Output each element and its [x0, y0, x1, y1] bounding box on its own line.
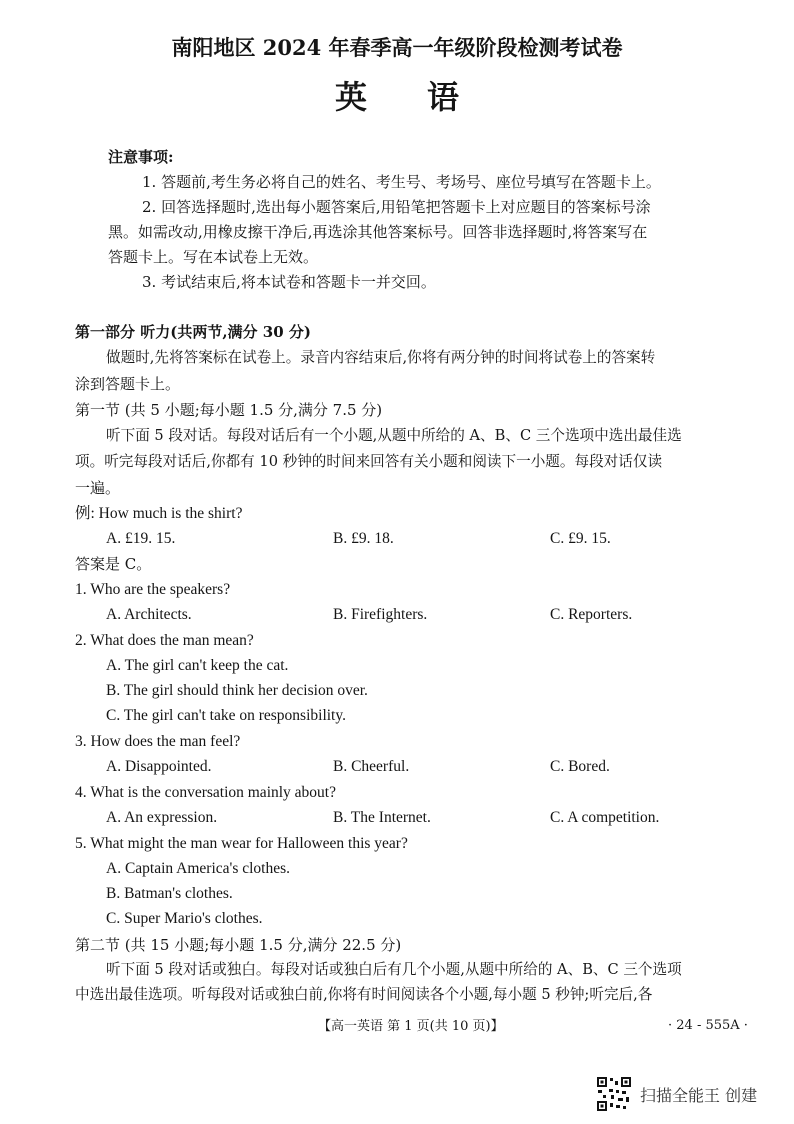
section2-desc-cont: 中选出最佳选项。听每段对话或独白前,你将有时间阅读各个小题,每小题 5 秒钟;听完后,各 [75, 986, 653, 1003]
scanner-watermark: 扫描全能王 创建 [640, 1086, 758, 1105]
q1-option-c: C. Reporters. [550, 606, 633, 623]
subject-title: 英语 [334, 78, 519, 116]
q5-option-c: C. Super Mario's clothes. [106, 910, 263, 927]
section1-desc-cont: 项。听完每段对话后,你都有 10 秒钟的时间来回答有关小题和阅读下一小题。每段对话仅读 [75, 453, 663, 470]
example-option-c: C. £9. 15. [550, 530, 611, 547]
notice-item-2-cont: 黑。如需改动,用橡皮擦干净后,再选涂其他答案标号。回答非选择题时,将答案写在 [108, 223, 648, 241]
q5-option-b: B. Batman's clothes. [106, 885, 233, 902]
question-4: 4. What is the conversation mainly about? [75, 784, 336, 801]
example-option-a: A. £19. 15. [106, 530, 176, 547]
part1-heading: 第一部分 听力(共两节,满分 30 分) [75, 323, 311, 341]
q3-option-a: A. Disappointed. [106, 758, 212, 775]
qr-code-icon [596, 1076, 632, 1112]
q2-option-a: A. The girl can't keep the cat. [106, 657, 289, 674]
q2-option-c: C. The girl can't take on responsibility. [106, 707, 346, 724]
q4-option-a: A. An expression. [106, 809, 218, 826]
question-3: 3. How does the man feel? [75, 733, 241, 750]
section2-desc: 听下面 5 段对话或独白。每段对话或独白后有几个小题,从题中所给的 A、B、C 三个选项 [106, 961, 682, 978]
section2-heading: 第二节 (共 15 小题;每小题 1.5 分,满分 22.5 分) [75, 936, 402, 954]
section1-desc: 听下面 5 段对话。每段对话后有一个小题,从题中所给的 A、B、C 三个选项中选出最佳选 [106, 427, 682, 444]
example-question: 例: How much is the shirt? [75, 505, 243, 522]
question-2: 2. What does the man mean? [75, 632, 254, 649]
q1-option-a: A. Architects. [106, 606, 192, 623]
section1-heading: 第一节 (共 5 小题;每小题 1.5 分,满分 7.5 分) [75, 401, 383, 419]
notice-item-3: 3. 考试结束后,将本试卷和答题卡一并交回。 [142, 273, 436, 291]
notice-item-2-end: 答题卡上。写在本试卷上无效。 [108, 248, 319, 266]
example-option-b: B. £9. 18. [333, 530, 394, 547]
question-5: 5. What might the man wear for Halloween this year? [75, 835, 408, 852]
q3-option-b: B. Cheerful. [333, 758, 410, 775]
section1-desc-end: 一遍。 [75, 479, 121, 497]
exam-code: · 24 - 555A · [668, 1018, 748, 1033]
q4-option-b: B. The Internet. [333, 809, 431, 826]
exam-title: 南阳地区 2024 年春季高一年级阶段检测考试卷 [171, 35, 623, 60]
q2-option-b: B. The girl should think her decision over. [106, 682, 368, 699]
q3-option-c: C. Bored. [550, 758, 610, 775]
page-footer: 【高一英语 第 1 页(共 10 页)】 [318, 1019, 504, 1034]
notice-item-2: 2. 回答选择题时,选出每小题答案后,用铅笔把答题卡上对应题目的答案标号涂 [142, 198, 651, 216]
q5-option-a: A. Captain America's clothes. [106, 860, 291, 877]
q4-option-c: C. A competition. [550, 809, 660, 826]
example-answer: 答案是 C。 [75, 555, 152, 573]
notice-item-1: 1. 答题前,考生务必将自己的姓名、考生号、考场号、座位号填写在答题卡上。 [142, 173, 661, 191]
question-1: 1. Who are the speakers? [75, 581, 231, 598]
notice-heading: 注意事项: [108, 148, 174, 166]
q1-option-b: B. Firefighters. [333, 606, 428, 623]
part1-intro-cont: 涂到答题卡上。 [75, 375, 181, 393]
part1-intro: 做题时,先将答案标在试卷上。录音内容结束后,你将有两分钟的时间将试卷上的答案转 [106, 349, 656, 366]
